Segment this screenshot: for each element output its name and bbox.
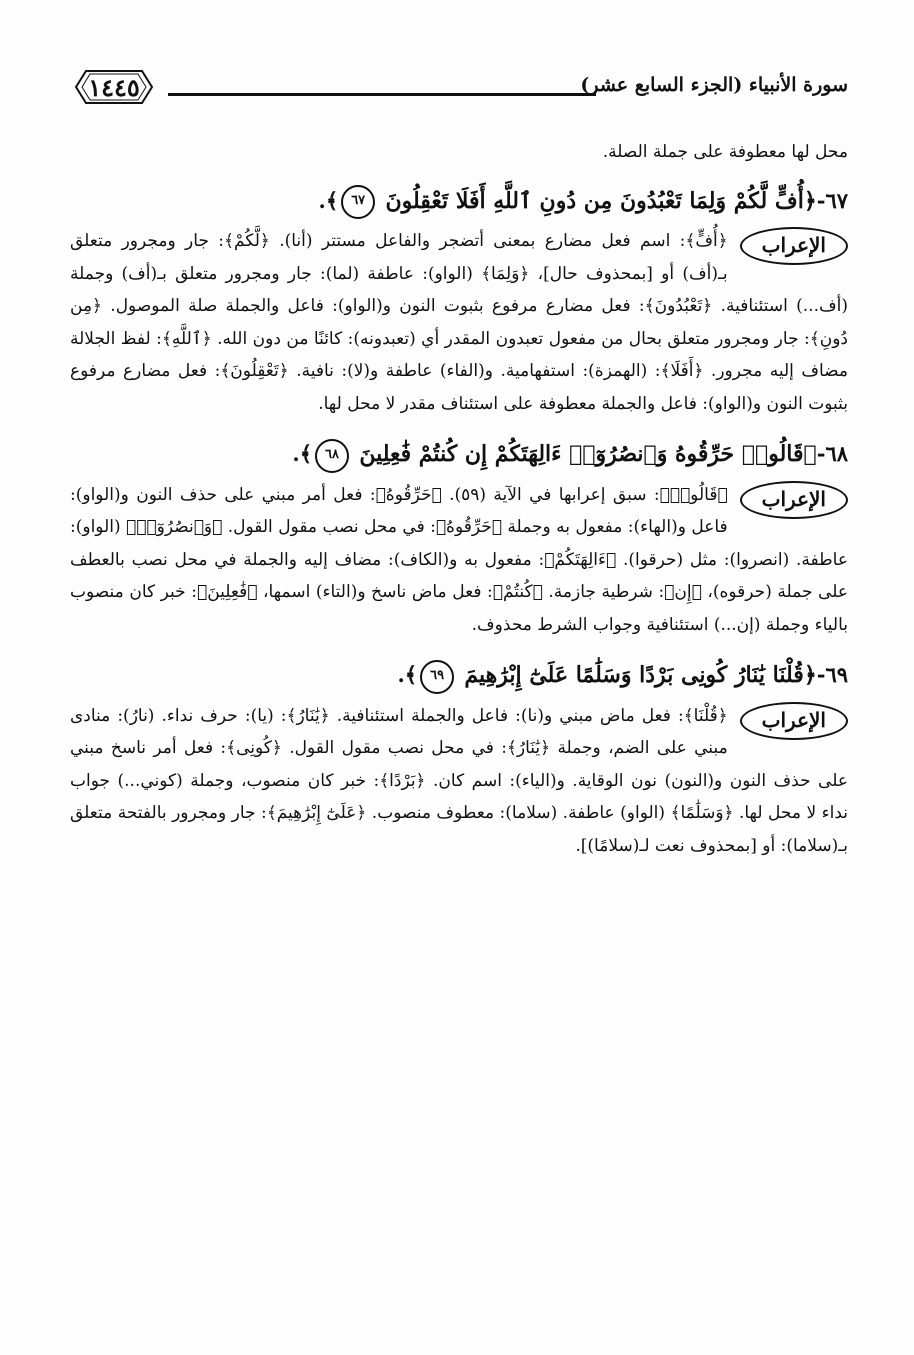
verse-end-marker: ٦٧ [341, 185, 375, 219]
verse-number: ٦٩- [816, 662, 848, 687]
intro-line: محل لها معطوفة على جملة الصلة. [602, 142, 848, 162]
irab-block-69 [70, 700, 848, 863]
verse-69 [70, 659, 848, 694]
verse-68 [70, 438, 848, 473]
irab-label: الإعراب [740, 702, 848, 740]
header-rule [168, 93, 596, 96]
verse-text: ﴿قَالُوا۟ حَرِّقُوهُ وَٱنصُرُوٓا۟ ءَالِهَتَكُمْ إِن كُنتُمْ فَٰعِلِينَ [359, 441, 817, 467]
verse-text: ﴿قُلْنَا يَٰنَارُ كُونِى بَرْدًا وَسَلَٰمًا عَلَىٰٓ إِبْرَٰهِيمَ [464, 662, 817, 688]
verse-number: ٦٧- [816, 187, 848, 213]
verse-end-marker: ٦٩ [420, 660, 454, 694]
page-content [70, 136, 848, 862]
irab-text: ﴿أُفٍّ﴾: اسم فعل مضارع بمعنى أتضجر والفاعل مستتر (أنا). ﴿لَّكُمْ﴾: جار ومجرور متعلق بـ(أف) أو [بمحذوف حال]، ﴿وَلِمَا﴾ (الواو): عاطفة (لما): جار ومجرور متعلق بـ(أف) وجملة (أف...) استئنافية. ﴿تَعْبُدُونَ﴾: فعل مضارع مرفوع بثبوت النون و(الواو): فاعل والجملة صلة الموصول. ﴿مِن دُونِ﴾: جار ومجرور متعلق بحال من مفعول تعبدون المقدر أي (تعبدونه): كائنًا من دون الله. ﴿ٱللَّهِ﴾: لفظ الجلالة مضاف إليه مجرور. ﴿أَفَلَا﴾: (الهمزة): استفهامية. و(الفاء) عاطفة و(لا): نافية. ﴿تَعْقِلُونَ﴾: فعل مضارع مرفوع بثبوت النون و(الواو): فاعل والجملة معطوفة على استئناف مقدر لا محل لها. [70, 231, 848, 414]
verse-close: ﴾. [318, 187, 339, 213]
page-header [70, 68, 848, 112]
verse-text: ﴿أُفٍّ لَّكُمْ وَلِمَا تَعْبُدُونَ مِن دُونِ ٱللَّهِ أَفَلَا تَعْقِلُونَ [385, 187, 817, 214]
page-number-badge [74, 68, 154, 106]
irab-text: ﴿قُلْنَا﴾: فعل ماض مبني و(نا): فاعل والجملة استئنافية. ﴿يَٰنَارُ﴾: (يا): حرف نداء. (نارُ): منادى مبني على الضم، وجملة ﴿يَٰنَارُ﴾: في محل نصب مقول القول. ﴿كُونِى﴾: فعل أمر ناسخ مبني على حذف النون و(النون) نون الوقاية. و(الياء): اسم كان. ﴿بَرْدًا﴾: خبر كان منصوب، وجملة (كوني...) جواب نداء لا محل لها. ﴿وَسَلَٰمًا﴾ (الواو) عاطفة. (سلاما): معطوف منصوب. ﴿عَلَىٰٓ إِبْرَٰهِيمَ﴾: جار ومجرور بالفتحة متعلق بـ(سلاما): أو [بمحذوف نعت لـ(سلامًا)]. [70, 705, 848, 856]
verse-number: ٦٨- [816, 441, 848, 466]
irab-block-67 [70, 225, 848, 420]
irab-label: الإعراب [740, 481, 848, 519]
irab-text: ﴿قَالُوا۟﴾: سبق إعرابها في الآية (٥٩). ﴿حَرِّقُوهُ﴾: فعل أمر مبني على حذف النون و(الواو): فاعل و(الهاء): مفعول به وجملة ﴿حَرِّقُوهُ﴾: في محل نصب مقول القول. ﴿وَٱنصُرُوٓا۟﴾ (الواو): عاطفة. (انصروا): مثل (حرقوا). ﴿ءَالِهَتَكُمْ﴾: مفعول به و(الكاف): مضاف إليه والجملة في محل نصب بالعطف على جملة (حرقوه)، ﴿إِن﴾: شرطية جازمة. ﴿كُنتُمْ﴾: فعل ماض ناسخ و(التاء) اسمها، ﴿فَٰعِلِينَ﴾: خبر كان منصوب بالياء وجملة (إن...) استئنافية وجواب الشرط محذوف. [70, 484, 848, 635]
verse-end-marker: ٦٨ [315, 439, 349, 473]
verse-close: ﴾. [397, 662, 418, 687]
irab-block-68 [70, 479, 848, 642]
verse-close: ﴾. [292, 441, 313, 466]
verse-67 [70, 185, 848, 220]
running-title: سورة الأنبياء (الجزء السابع عشر) [580, 74, 848, 96]
page-number: ١٤٤٥ [88, 72, 140, 102]
irab-label: الإعراب [740, 227, 848, 265]
